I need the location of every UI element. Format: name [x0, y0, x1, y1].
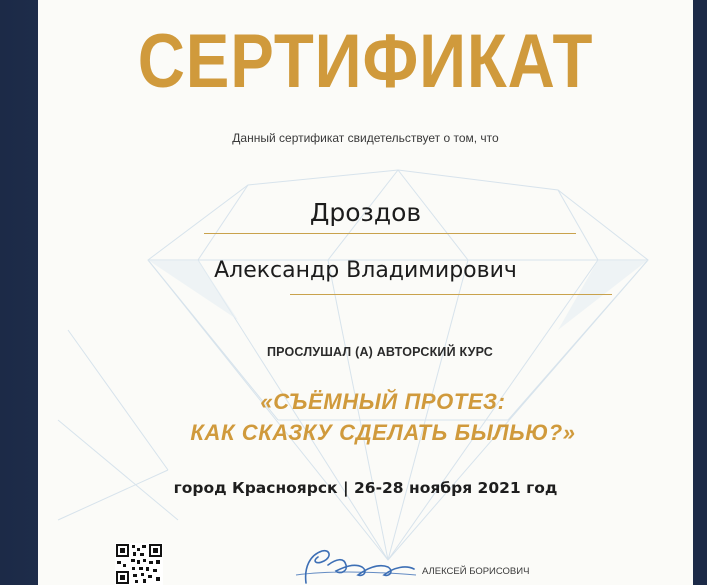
place-and-date: город Красноярск | 26-28 ноября 2021 год	[173, 479, 558, 497]
given-names-underline	[290, 294, 612, 295]
course-title-line1: «СЪЁМНЫЙ ПРОТЕЗ:	[260, 389, 506, 414]
certificate-intro-text: Данный сертификат свидетельствует о том, что	[232, 131, 499, 145]
course-title	[133, 386, 633, 448]
recipient-given-names: Александр Владимирович	[214, 258, 517, 283]
certificate-sheet	[38, 0, 693, 585]
signer-name: АЛЕКСЕЙ БОРИСОВИЧ	[422, 566, 530, 577]
certificate-title: СЕРТИФИКАТ	[137, 19, 594, 104]
recipient-surname: Дроздов	[309, 198, 422, 227]
course-label: ПРОСЛУШАЛ (А) АВТОРСКИЙ КУРС	[266, 345, 494, 359]
surname-underline	[204, 233, 576, 234]
signature	[266, 545, 426, 585]
course-title-line2: КАК СКАЗКУ СДЕЛАТЬ БЫЛЬЮ?»	[190, 420, 576, 445]
qr-code	[115, 543, 163, 585]
